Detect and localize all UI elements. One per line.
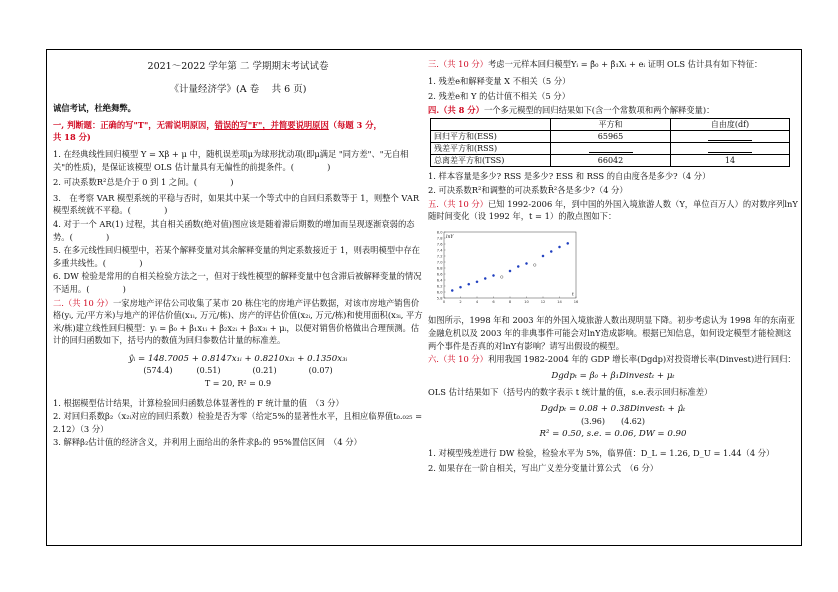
section2-question: 3. 解释β₂估计值的经济含义，并利用上面给出的条件求β₂的 95%置信区间 （4 分） bbox=[53, 437, 362, 448]
y-tick-label: 7.0 bbox=[436, 260, 443, 265]
section1-heading-a: 一, 判断题：正确的写"T"，无需说明原因， bbox=[53, 119, 215, 130]
section5-heading: 五.（共 10 分） bbox=[428, 198, 488, 209]
section3-body bbox=[428, 58, 798, 71]
left-column bbox=[53, 58, 423, 449]
scatter-point bbox=[484, 277, 486, 279]
table-blank-cell bbox=[671, 131, 790, 143]
exam-title: 2021～2022 学年第 二 学期期末考试试卷 bbox=[147, 61, 329, 72]
anova-table bbox=[430, 118, 790, 167]
section2-se-line: (574.4) (0.51) (0.21) (0.07) bbox=[143, 366, 333, 376]
table-cell: 65965 bbox=[551, 131, 671, 143]
right-column bbox=[428, 58, 798, 475]
x-tick-label: 14 bbox=[557, 299, 562, 304]
scatter-point bbox=[509, 270, 511, 272]
section4-heading: 四.（共 8 分） bbox=[428, 104, 484, 115]
x-tick-label: 8 bbox=[508, 299, 512, 304]
y-tick-label: 6.4 bbox=[436, 278, 443, 283]
y-tick-label: 8.0 bbox=[436, 230, 443, 235]
y-tick-label: 6.2 bbox=[436, 284, 443, 289]
x-axis-label: t bbox=[572, 292, 574, 298]
section1-item: 3. 在考察 VAR 模型系统的平稳与否时，如果其中某一个等式中的自回归系数等于 1，则整个 VAR 模型系统就不平稳。( ) bbox=[53, 192, 420, 216]
answer-blank bbox=[589, 145, 633, 153]
section6-question: 1. 对模型残差进行 DW 检验，检验水平为 5%，临界值：D_L = 1.26, D_U = 1.44（4 分） bbox=[428, 447, 775, 458]
x-tick-label: 12 bbox=[540, 299, 546, 304]
section2-equation: ŷᵢ = 148.7005 + 0.8147x₁ᵢ + 0.8210x₂ᵢ + 0.1350x₃ᵢ bbox=[128, 353, 348, 364]
section1-heading-d: 共 18 分) bbox=[53, 132, 91, 143]
section5-text: 已知 1992-2006 年，到中国的外国入境旅游人数（Y，单位百万人）的对数序列lnY随时间变化（设 1992 年，t = 1）的散点图如下： bbox=[428, 198, 798, 222]
table-cell: 总离差平方和(TSS) bbox=[431, 155, 551, 167]
scatter-point bbox=[476, 280, 478, 282]
table-header-cell: 自由度(df) bbox=[671, 119, 790, 131]
x-tick-label: 0 bbox=[442, 299, 446, 304]
section6-heading: 六.（共 10 分） bbox=[428, 354, 488, 365]
section6-tvals: (3.96) (4.62) bbox=[580, 416, 646, 426]
y-tick-label: 7.4 bbox=[436, 248, 443, 253]
scatter-point-hollow bbox=[533, 263, 536, 266]
section4-text: 一个多元模型的回归结果如下(含一个常数项和两个解释变量)： bbox=[483, 104, 715, 115]
section1-item: 6. DW 检验是常用的自相关检验方法之一，但对于线性模型的解释变量中包含滞后被解释变量的情况不适用。( ) bbox=[53, 271, 422, 294]
scatter-point bbox=[468, 283, 470, 285]
x-tick-label: 10 bbox=[524, 299, 529, 304]
y-tick-label: 6.6 bbox=[436, 272, 443, 277]
section2-question: 1. 根据模型估计结果，计算检验回归函数总体显著性的 F 统计量的值 （3 分） bbox=[53, 397, 344, 408]
section3-item: 1. 残差e和解释变量 X 不相关（5 分） bbox=[428, 75, 571, 86]
table-row bbox=[431, 131, 790, 143]
exam-paper bbox=[46, 49, 802, 546]
x-tick-label: 16 bbox=[573, 299, 579, 304]
lny-scatter-chart bbox=[430, 226, 580, 308]
section6-question: 2. 如果存在一阶自相关，写出广义差分变量计算公式 （6 分） bbox=[428, 463, 659, 474]
section1-heading-b: 错误的写"F"，并简要说明原因 bbox=[214, 119, 329, 130]
section4-question: 1. 样本容量是多少? RSS 是多少? ESS 和 RSS 的自由度各是多少?（4 分） bbox=[428, 171, 711, 182]
section3-item: 2. 残差e和 Y 的估计值不相关（5 分） bbox=[428, 91, 570, 102]
plot-frame bbox=[444, 232, 576, 298]
section6-text: 利用我国 1982-2004 年的 GDP 增长率(Dgdp)对投资增长率(Dinvest)进行回归： bbox=[487, 354, 796, 365]
honor-statement: 诚信考试，杜绝舞弊。 bbox=[53, 103, 136, 114]
section6-model: Dgdpₜ = β₀ + β₁Dinvestₜ + μₜ bbox=[551, 370, 675, 381]
scatter-point bbox=[525, 262, 527, 264]
y-tick-label: 5.8 bbox=[436, 296, 443, 301]
section6-text2: OLS 估计结果如下（括号内的数字表示 t 统计量的值，s.e.表示回归标准差） bbox=[428, 387, 713, 398]
scatter-point bbox=[542, 255, 544, 257]
y-tick-label: 7.8 bbox=[436, 236, 443, 241]
y-axis-label: lnY bbox=[446, 234, 454, 240]
section2-text: 一家房地产评估公司收集了某市 20 栋住宅的房地产评估数据，对该市房地产销售价格(yᵢ, 元/平方米)与地产的评估价值(x₁ᵢ, 万元/栋)、房产的评估价值(x₂ᵢ, 万元/栋)和使用面积(x₃ᵢ, 平方米/栋)建立线性回归模型：yᵢ = β₀ + β₁x₁ᵢ + β₂x₂ᵢ + β₃x₃ᵢ + μᵢ，以便对销售价格做出合理预测。估计的回归函数如下，括号内的数值为回归参数估计量的标准差。 bbox=[53, 297, 423, 346]
section3-heading: 三.（共 10 分） bbox=[428, 59, 488, 69]
section4-question: 2. 可决系数R²和调整的可决系数R̄²各是多少?（4 分） bbox=[428, 184, 628, 195]
table-cell: 残差平方和(RSS) bbox=[431, 143, 551, 155]
scatter-point bbox=[567, 242, 569, 244]
section1-item: 2. 可决系数R²总是介于 0 到 1 之间。( ) bbox=[53, 177, 234, 188]
table-cell: 14 bbox=[671, 155, 790, 167]
scatter-point bbox=[517, 265, 519, 267]
section5-text2: 如图所示，1998 年和 2003 年的外国入境旅游人数出现明显下降。初步考虑认为 1998 年的东南亚金融危机以及 2003 年的非典事件可能会对lnY造成影响。根据已知信息，如何设定模型才能检测这两个事件是否真的对lnY有影响？请写出假设的模型。 bbox=[428, 315, 795, 351]
section1-item: 5. 在多元线性回归模型中，若某个解释变量对其余解释变量的判定系数接近于 1，则表明模型中存在多重共线性。( ) bbox=[53, 245, 420, 268]
section6-fit: R² = 0.50, s.e. = 0.06, DW = 0.90 bbox=[539, 429, 687, 440]
section6-body bbox=[428, 353, 798, 366]
y-tick-label: 7.6 bbox=[436, 242, 443, 247]
table-header-cell bbox=[431, 119, 551, 131]
scatter-point-hollow bbox=[500, 275, 503, 278]
scatter-point bbox=[459, 286, 461, 288]
y-tick-label: 7.2 bbox=[436, 254, 443, 259]
scatter-point bbox=[550, 250, 552, 252]
section4-body bbox=[428, 104, 798, 117]
section2-heading: 二.（共 10 分） bbox=[53, 297, 113, 308]
table-blank-cell bbox=[671, 143, 790, 155]
scatter-point bbox=[492, 274, 494, 276]
table-row bbox=[431, 143, 790, 155]
scatter-point bbox=[558, 246, 560, 248]
course-title: 《计量经济学》(A 卷 共 6 页) bbox=[169, 83, 307, 95]
section2-question: 2. 对回归系数β₂（x₂ᵢ对应的回归系数）检验是否为零（给定5%的显著性水平，且相应临界值t₀.₀₂₅ = 2.12）（3 分） bbox=[53, 411, 423, 434]
table-cell: 回归平方和(ESS) bbox=[431, 131, 551, 143]
answer-blank bbox=[708, 133, 752, 141]
table-cell: 66042 bbox=[551, 155, 671, 167]
section1-item: 1. 在经典线性回归模型 Y = Xβ + μ 中，随机误差项μ为球形扰动项(即μ满足 "同方差"、"无自相关"的性质)，是保证该模型 OLS 估计量具有无偏性的前提条件。( ) bbox=[53, 148, 409, 172]
section1-heading bbox=[53, 119, 423, 144]
x-tick-label: 4 bbox=[475, 299, 479, 304]
table-blank-cell bbox=[551, 143, 671, 155]
y-tick-label: 6.0 bbox=[436, 290, 443, 295]
x-tick-label: 2 bbox=[459, 299, 462, 304]
section6-estimate: Dgdpₜ = 0.08 + 0.38Dinvestₜ + μ̂ₜ bbox=[540, 403, 686, 414]
scatter-point bbox=[451, 289, 453, 291]
section1-heading-c: （每题 3 分， bbox=[328, 119, 382, 130]
section1-item: 4. 对于一个 AR(1) 过程，其自相关函数(绝对值)图应该是随着滞后期数的增加而呈现逐渐衰弱的态势。( ) bbox=[53, 218, 415, 242]
section5-body bbox=[428, 198, 798, 223]
section2-stats: T = 20, R² = 0.9 bbox=[204, 379, 272, 389]
table-row bbox=[431, 155, 790, 167]
y-tick-label: 6.8 bbox=[436, 266, 443, 271]
x-tick-label: 6 bbox=[492, 299, 495, 304]
answer-blank bbox=[708, 145, 752, 153]
table-header-cell: 平方和 bbox=[551, 119, 671, 131]
section3-text: 考虑一元样本回归模型Yᵢ = β̂₀ + β̂₁Xᵢ + eᵢ 证明 OLS 估计具有如下特征： bbox=[487, 59, 763, 69]
section2-body bbox=[53, 297, 423, 347]
